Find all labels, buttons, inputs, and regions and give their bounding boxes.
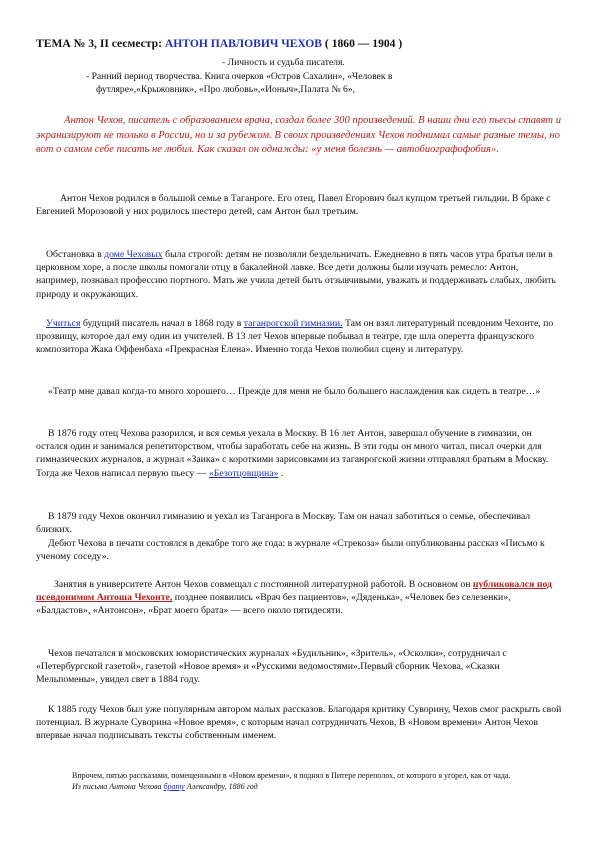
paragraph-education — [36, 317, 562, 357]
outline-item-2-line-2: футляре»,«Крыжовник», «Про любовь»,«Ионыч»,Палата № 6», — [96, 84, 356, 95]
source-text: Александру, 1886 год — [184, 782, 258, 791]
paragraph-university — [36, 578, 562, 618]
brother-link[interactable]: брату — [163, 782, 185, 791]
letter-source — [72, 781, 542, 792]
theatre-quote: «Театр мне давал когда-то много хорошего… Прежде для меня не было большего наслаждения как сидеть в театре…» — [48, 386, 541, 397]
study-link[interactable]: Учиться — [46, 318, 81, 329]
title-prefix: ТЕМА № 3, II сесместр: — [36, 37, 165, 50]
paragraph-text: Обстановка в — [46, 249, 105, 260]
author-name: АНТОН ПАВЛОВИЧ ЧЕХОВ — [164, 37, 323, 50]
paragraph-magazines: Чехов печатался в московских юмористических журналах «Будильник», «Зритель», «Осколки», сотрудничал с «Петербургской газетой», газетой «Новое время» и «Русскими ведомостями».Первый сборник Чехова, «Сказки Мельпомены», увидел свет в 1884 году. — [36, 648, 507, 686]
paragraph-text: . — [278, 467, 284, 479]
paragraph-family-home — [36, 248, 562, 301]
intro-paragraph: Антон Чехов, писатель с образованием врача, создал более 300 произведений. В наши дни его пьесы ставят и экранизируют не только в России, но и за рубежом. В своих произведениях Чехов поднимал самые разные темы, но вот о самом себе писать не любил. Как сказал он однажды: «у меня болезнь — автобиографофобия». — [36, 115, 562, 156]
letter-text: Впрочем, пятью рассказами, помещенными в «Новом времени», я поднял в Питере переполох, от которого я угорел, как от чада. — [72, 771, 511, 780]
paragraph-1879: В 1879 году Чехов окончил гимназию и уехал из Таганрога в Москву. Там он начал заботиться о семье, обеспечивал близких. — [36, 511, 531, 536]
fatherlessness-link[interactable]: «Безотцовщина» — [208, 467, 279, 479]
author-years: ( 1860 — 1904 ) — [322, 37, 403, 50]
outline-item-1: - Личность и судьба писателя. — [222, 57, 345, 68]
outline-item-2-line-1: - Ранний период творчества. Книга очерков «Остров Сахалин», «Человек в — [86, 71, 393, 82]
paragraph-debut: Дебют Чехова в печати состоялся в декабре того же года: в журнале «Стрекоза» были опубликованы рассказ «Письмо к ученому соседу». — [36, 538, 545, 563]
pseudonym-link[interactable]: публиковался под псевдонимом Антоша Чехонте, — [36, 579, 552, 604]
paragraph-1876 — [36, 427, 562, 480]
source-text: Из письма Антона Чехова — [72, 782, 164, 791]
letter-quote — [72, 770, 542, 792]
gymnasium-link[interactable]: таганрогской гимназии. — [243, 318, 343, 329]
paragraph-text: В 1876 году отец Чехова разорился, и вся семья уехала в Москву. В 16 лет Антон, завершал обучение в гимназии, он остался один и занимался репетиторством, чтобы заработать себе на жизнь. В эти годы он много читал, писал очерки для гимназических журналов, а журнал «Заика» с короткими зарисовками из таганрогской жизни отправлял братьям в Москву. Тогда же Чехов написал первую пьесу — — [36, 428, 549, 479]
paragraph-text: была строгой: детям не позволяли бездельничать. Ежедневно в пять часов утра братья пели в церковном хоре, а после школы помогали отцу в бакалейной лавке. Все дети должны были изучать ремесло: Антон, например, познавал профессию портного. Мать же учила детей быть отзывчивыми, уважать и поддерживать слабых, любить природу и окружающих. — [36, 249, 556, 300]
chekhov-house-link[interactable]: доме Чеховых — [104, 249, 163, 260]
paragraph-1885: К 1885 году Чехов был уже популярным автором малых рассказов. Благодаря критику Суворину, Чехов смог раскрыть свой потенциал. В журнале Суворина «Новое время», с которым начал сотрудничать Чехов, В «Новом времени» Антон Чехов впервые начал подписывать тексты собственным именем. — [36, 704, 562, 742]
paragraph-birth: Антон Чехов родился в большой семье в Таганроге. Его отец, Павел Егорович был купцом третьей гильдии. В браке с Евгенией Морозовой у них родилось шестеро детей, сам Антон был третьим. — [36, 193, 551, 218]
paragraph-text: позднее появились «Врач без пациентов», «Дяденька», «Человек без селезенки», «Балдастов», «Антонсон», «Брат моего брата» — всего около пятидесяти. — [36, 592, 511, 617]
page-title — [36, 37, 402, 50]
paragraph-text: Там он взял литературный псевдоним Чехонте, по прозвищу, которое дал ему один из учителей. В 13 лет Чехов впервые побывал в театре, где шла оперетта французского композитора Жака Оффенбаха «Прекрасная Елена». Именно тогда Чехов полюбил сцену и литературу. — [36, 318, 554, 356]
paragraph-text: Занятия в университете Антон Чехов совмещал с постоянной литературной работой. В основном он — [54, 579, 473, 590]
paragraph-text: будущий писатель начал в 1868 году в — [80, 318, 244, 329]
